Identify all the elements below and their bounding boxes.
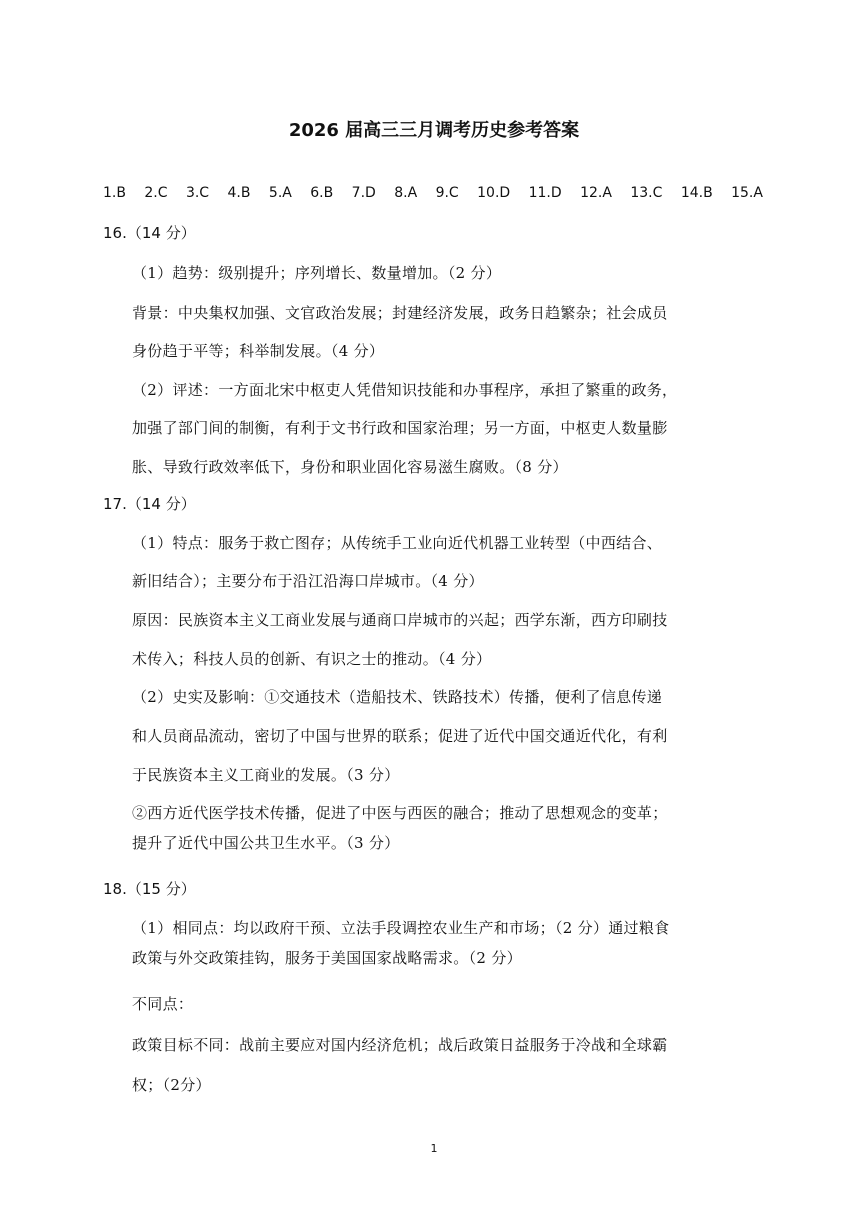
answer-line: 提升了近代中国公共卫生水平。（3 分） xyxy=(132,834,400,852)
answer-line: （1）相同点：均以政府干预、立法手段调控农业生产和市场；（2 分）通过粮食 xyxy=(132,919,670,937)
choice-answer: 8.A xyxy=(394,185,418,201)
answer-line: （1）特点：服务于救亡图存；从传统手工业向近代机器工业转型（中西结合、 xyxy=(132,534,663,552)
page-number: 1 xyxy=(430,1142,438,1155)
page-title: 2026 届高三三月调考历史参考答案 xyxy=(288,120,580,141)
answer-line: 不同点： xyxy=(132,995,194,1013)
choice-answer: 5.A xyxy=(268,185,292,201)
answer-line: 术传入；科技人员的创新、有识之士的推动。（4 分） xyxy=(132,650,492,668)
question-18-header: 18.（15 分） xyxy=(103,880,196,898)
answer-line: 和人员商品流动，密切了中国与世界的联系；促进了近代中国交通近代化，有利 xyxy=(132,727,668,745)
choice-answer: 11.D xyxy=(528,185,562,201)
choice-answer: 3.C xyxy=(185,185,210,201)
answer-line: （1）趋势：级别提升；序列增长、数量增加。（2 分） xyxy=(132,264,502,282)
answer-line: 政策与外交政策挂钩，服务于美国国家战略需求。（2 分） xyxy=(132,949,522,967)
choice-answer: 13.C xyxy=(630,185,663,201)
answer-line: ②西方近代医学技术传播，促进了中医与西医的融合；推动了思想观念的变革； xyxy=(132,804,668,822)
choice-answer: 1.B xyxy=(103,185,126,201)
answer-line: 胀、导致行政效率低下，身份和职业固化容易滋生腐败。（8 分） xyxy=(132,458,568,476)
answer-line: 背景：中央集权加强、文官政治发展；封建经济发展，政务日趋繁杂；社会成员 xyxy=(132,304,668,322)
answer-line: 加强了部门间的制衡，有利于文书行政和国家治理；另一方面，中枢吏人数量膨 xyxy=(132,419,668,437)
answer-line: 原因：民族资本主义工商业发展与通商口岸城市的兴起；西学东渐，西方印刷技 xyxy=(132,611,668,629)
question-17-header: 17.（14 分） xyxy=(103,495,196,513)
answer-line: 权；（2分） xyxy=(132,1076,211,1094)
choice-answer: 4.B xyxy=(227,185,251,201)
choice-answer: 15.A xyxy=(731,185,763,201)
choice-answer: 2.C xyxy=(144,185,168,201)
answer-line: （2）史实及影响：①交通技术（造船技术、铁路技术）传播，便利了信息传递 xyxy=(132,688,663,706)
answer-line: 新旧结合）；主要分布于沿江沿海口岸城市。（4 分） xyxy=(132,572,484,590)
choice-answer: 14.B xyxy=(680,185,713,201)
question-16-header: 16.（14 分） xyxy=(103,224,196,242)
choice-answers xyxy=(103,185,763,201)
choice-answer: 6.B xyxy=(310,185,334,201)
answer-line: 身份趋于平等；科举制发展。（4 分） xyxy=(132,342,385,360)
choice-answer: 9.C xyxy=(435,185,459,201)
answer-line: 于民族资本主义工商业的发展。（3 分） xyxy=(132,766,400,784)
answer-line: 政策目标不同：战前主要应对国内经济危机；战后政策日益服务于冷战和全球霸 xyxy=(132,1036,668,1054)
answer-line: （2）评述：一方面北宋中枢吏人凭借知识技能和办事程序，承担了繁重的政务， xyxy=(132,381,678,399)
choice-answer: 7.D xyxy=(351,185,376,201)
choice-answer: 10.D xyxy=(477,185,511,201)
choice-answer: 12.A xyxy=(580,185,612,201)
